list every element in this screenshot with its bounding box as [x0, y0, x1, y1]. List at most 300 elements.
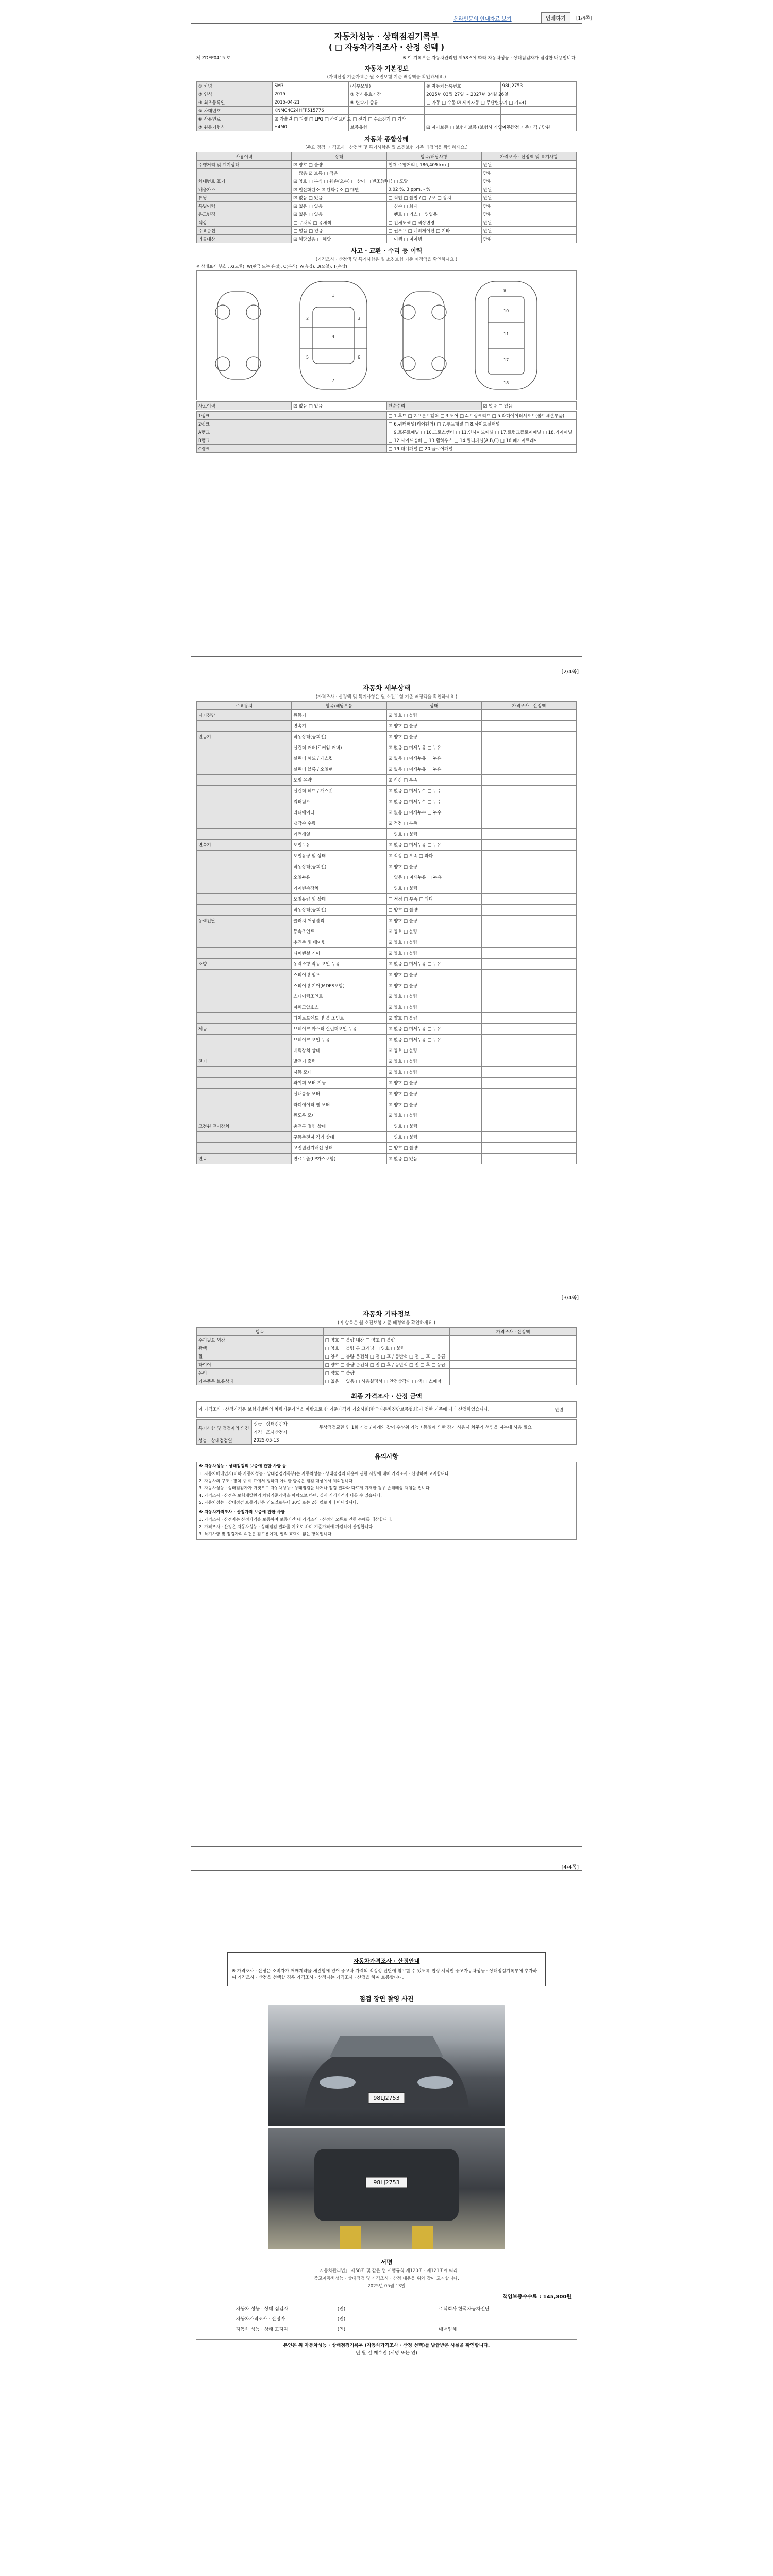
print-button[interactable]: 인쇄하기: [541, 12, 570, 23]
table-cell: [197, 818, 292, 829]
status-title: 자동차 종합상태: [364, 135, 409, 143]
table-cell: [197, 1110, 292, 1121]
table-cell: [197, 894, 292, 905]
table-cell: 0.02 %, 3 ppm, - %: [386, 185, 481, 194]
table-cell: 클러치 어셈블리: [292, 916, 386, 926]
table-cell: [197, 829, 292, 840]
column-header: 가격조사 · 산정액: [450, 1328, 577, 1336]
table-cell: 라디에이터 팬 모터: [292, 1099, 386, 1110]
table-cell: 원동기: [292, 710, 386, 721]
signer-seal: (인): [337, 2316, 346, 2322]
table-cell: ☑ 양호 □ 불량: [386, 721, 481, 732]
table-cell: 브레이크 오일 누유: [292, 1035, 386, 1045]
detail-row: [197, 807, 577, 818]
column-header: 가격조사 · 산정액: [481, 702, 576, 710]
detail-row: [197, 710, 577, 721]
detail-row: [197, 905, 577, 916]
table-cell: □ 1.후드 □ 2.프론트휀더 □ 3.도어 □ 4.트렁크리드 □ 5.라디에이터서포트(볼트체결부품): [386, 412, 577, 420]
table-cell: 만원: [481, 218, 576, 227]
table-cell: [197, 1045, 292, 1056]
other-row: [197, 1344, 577, 1352]
table-cell: [197, 753, 292, 764]
table-cell: [197, 883, 292, 894]
table-cell: □ 양호 □ 불량: [323, 1369, 450, 1377]
table-cell: [450, 1361, 577, 1369]
detail-row: [197, 1132, 577, 1143]
diagram-label-7: 7: [332, 378, 335, 383]
table-cell: 와이퍼 모터 기능: [292, 1078, 386, 1089]
status-sub: (주요 점검, 가격조사 · 산정액 및 특기사항은 월 소진보험 기준 배정액을 확인하세요.): [305, 145, 468, 150]
detail-row: [197, 916, 577, 926]
table-cell: [197, 1035, 292, 1045]
signer-org: 매매업체: [439, 2327, 457, 2332]
table-cell: ① 차명: [197, 82, 273, 90]
table-cell: [481, 1056, 576, 1067]
table-cell: ☑ 없음 □ 미세누유 □ 누유: [386, 742, 481, 753]
table-cell: ☑ 양호 □ 불량: [386, 1013, 481, 1024]
exchange-row: [197, 420, 577, 428]
table-cell: 배출가스: [197, 185, 292, 194]
table-cell: ☑ 양호 □ 불량: [386, 1067, 481, 1078]
table-cell: [500, 107, 576, 115]
table-cell: 스티어링조인트: [292, 991, 386, 1002]
inspection-date: 2025-05-13: [252, 1436, 577, 1445]
table-cell: 타이어: [197, 1361, 324, 1369]
table-cell: ⑧ 자동차등록번호: [425, 82, 500, 90]
table-cell: ☑ 없음 □ 있음: [386, 1154, 481, 1164]
table-cell: 냉각수 수량: [292, 818, 386, 829]
basic-info-row: [197, 82, 577, 90]
detail-row: [197, 1143, 577, 1154]
table-cell: ③ 검사유효기간: [348, 90, 424, 98]
sign-title: 서명: [380, 2259, 393, 2266]
table-cell: 고전원 전기장치: [197, 1121, 292, 1132]
status-row: [197, 194, 577, 202]
table-cell: ☑ 없음 □ 미세누수 □ 누수: [386, 786, 481, 796]
detail-row: [197, 1089, 577, 1099]
table-cell: [481, 1002, 576, 1013]
table-cell: SM3: [273, 82, 348, 90]
notes-heading-2: ※ 자동차가격조사 · 산정가격 보증에 관한 사항: [199, 1510, 285, 1514]
final-price-table: [196, 1401, 577, 1418]
page-2-label: [2/4쪽]: [561, 669, 579, 675]
table-cell: ☑ 양호 □ 불량: [386, 970, 481, 980]
page-3: [191, 1295, 582, 1847]
detail-row: [197, 1078, 577, 1089]
table-cell: [197, 872, 292, 883]
table-cell: ☑ 양호 □ 불량: [386, 732, 481, 742]
table-cell: [481, 1067, 576, 1078]
table-cell: ☑ 양호 □ 불량: [386, 710, 481, 721]
table-cell: ☑ 자가보증 □ 보험사보증 (보험사 가입여부): [425, 123, 500, 131]
table-cell: □ 많음 ☑ 보통 □ 적음: [292, 169, 386, 177]
table-cell: ☑ 양호 □ 불량: [386, 1045, 481, 1056]
detail-row: [197, 1067, 577, 1078]
table-cell: ⑨ 변속기 종류: [348, 98, 424, 107]
table-cell: [481, 796, 576, 807]
table-cell: [500, 115, 576, 123]
table-cell: 브레이크 마스터 실린더오일 누유: [292, 1024, 386, 1035]
table-cell: [481, 948, 576, 959]
detail-row: [197, 894, 577, 905]
table-cell: 배력장치 상태: [292, 1045, 386, 1056]
column-header: 상태: [386, 702, 481, 710]
basic-info-table: [196, 81, 577, 131]
table-cell: [197, 1002, 292, 1013]
table-cell: ② 연식: [197, 90, 273, 98]
table-cell: □ 양호 □ 불량: [386, 1121, 481, 1132]
page-4: [191, 1865, 582, 2550]
fee-label: 책임보증수수료 : 145,800원: [502, 2294, 572, 2300]
table-cell: [481, 1154, 576, 1164]
table-cell: [481, 916, 576, 926]
page-2: [191, 669, 582, 1236]
note-item: 2. 가격조사 · 산정은 자동차성능 · 상태점검 결과를 기초로 하며 기준가격에 가감하여 산정합니다.: [199, 1524, 374, 1529]
notes-box: [196, 1462, 577, 1540]
other-info-table: [196, 1327, 577, 1385]
diagram-label-2: 2: [306, 316, 309, 321]
table-cell: □ 양호 □ 불량 운전석 □ 전 □ 후 / 동반석 □ 전 □ 후 □ 응급: [323, 1352, 450, 1361]
accident-status-row: [197, 402, 577, 410]
table-cell: [481, 905, 576, 916]
table-cell: [481, 786, 576, 796]
signer-org: 주식회사 한국자동차진단: [439, 2306, 490, 2312]
table-cell: 가격산정 기준가격 / 만원: [500, 123, 576, 131]
table-cell: ☑ 양호 □ 불량: [386, 1089, 481, 1099]
diagram-label-10: 10: [503, 309, 509, 313]
table-cell: ☑ 없음 □ 미세누수 □ 누수: [386, 807, 481, 818]
detail-row: [197, 796, 577, 807]
column-header: 가격조사 · 산정액 및 특기사항: [481, 152, 576, 161]
page-indicator: [1/4쪽]: [576, 16, 592, 21]
detail-row: [197, 1121, 577, 1132]
detail-sub: (가격조사 · 산정액 및 특기사항은 월 소진보험 기준 배정액을 확인하세요.): [315, 694, 458, 700]
table-cell: 보증유형: [348, 123, 424, 131]
table-cell: 연료: [197, 1154, 292, 1164]
detail-row: [197, 948, 577, 959]
detail-row: [197, 1002, 577, 1013]
table-cell: [450, 1344, 577, 1352]
special-table: [196, 1419, 577, 1445]
table-cell: [481, 732, 576, 742]
detail-row: [197, 883, 577, 894]
inspection-photo-front: [268, 2005, 505, 2126]
detail-row: [197, 764, 577, 775]
table-cell: 휠: [197, 1352, 324, 1361]
pricing-notice: [227, 1952, 546, 1986]
basic-info-row: [197, 115, 577, 123]
table-cell: 오일누유: [292, 840, 386, 851]
final-price-text: 이 가격조사 · 산정가격은 보험개발원의 차량기준가액을 바탕으로 한 기준가격과 기술사회(한국자동차진단보증협회)가 정한 기준에 따라 산정하였습니다.: [197, 1402, 542, 1418]
basic-info-row: [197, 123, 577, 131]
table-cell: [450, 1369, 577, 1377]
column-header: 항목/해당부품: [292, 702, 386, 710]
table-cell: ☑ 없음 □ 있음: [481, 402, 576, 410]
table-cell: □ 양호 □ 불량: [386, 1132, 481, 1143]
table-cell: [481, 937, 576, 948]
exchange-row: [197, 428, 577, 436]
table-cell: A랭크: [197, 428, 387, 436]
table-cell: [481, 1110, 576, 1121]
table-cell: 광택: [197, 1344, 324, 1352]
table-cell: ☑ 가솔린 □ 디젤 □ LPG □ 하이브리드 □ 전기 □ 수소전기 □ 기타: [273, 115, 348, 123]
table-cell: [481, 1099, 576, 1110]
other-title: 자동차 기타정보: [362, 1311, 411, 1318]
table-cell: □ 무채색 □ 유채색: [292, 218, 386, 227]
note-item: 2. 자동차의 구조 · 장치 중 이 표에서 정하지 아니한 항목은 점검 대상에서 제외됩니다.: [199, 1479, 354, 1483]
detail-table: [196, 701, 577, 1164]
detail-row: [197, 840, 577, 851]
table-cell: [197, 169, 292, 177]
table-cell: [481, 1035, 576, 1045]
table-cell: 용도변경: [197, 210, 292, 218]
diagram-label-1: 1: [332, 293, 335, 298]
table-cell: ☑ 적정 □ 부족 □ 과다: [386, 851, 481, 861]
other-row: [197, 1336, 577, 1344]
sign-date: 2025년 05월 13일: [367, 2284, 406, 2289]
table-cell: [197, 1013, 292, 1024]
table-cell: 파워고압호스: [292, 1002, 386, 1013]
table-cell: [197, 721, 292, 732]
status-table: [196, 152, 577, 243]
table-cell: □ 없음 □ 있음: [292, 227, 386, 235]
table-cell: 실내송풍 모터: [292, 1089, 386, 1099]
table-cell: ☑ 없음 □ 있음: [292, 210, 386, 218]
notes-heading-1: ※ 자동차성능 · 상태점검의 보증에 관한 사항 등: [199, 1464, 287, 1468]
page-4-label: [4/4쪽]: [561, 1865, 579, 1870]
table-cell: [197, 948, 292, 959]
table-cell: □ 6.쿼터패널(리어휀더) □ 7.루프패널 □ 8.사이드실패널: [386, 420, 577, 428]
table-cell: ☑ 양호 □ 불량: [386, 1056, 481, 1067]
status-row: [197, 185, 577, 194]
basic-info-sub: (가격산정 기준가격은 월 소진보험 기준 배정액을 확인하세요.): [327, 75, 446, 80]
signer-seal: (인): [337, 2327, 346, 2332]
table-cell: [450, 1377, 577, 1385]
signer-org: [437, 2313, 539, 2324]
table-cell: □ 양호 □ 불량: [386, 905, 481, 916]
table-cell: ☑ 없음 □ 미세누유 □ 누유: [386, 959, 481, 970]
other-row: [197, 1361, 577, 1369]
detail-row: [197, 1110, 577, 1121]
table-cell: 1랭크: [197, 412, 387, 420]
notes-list-1: [197, 1470, 576, 1508]
table-cell: [481, 1121, 576, 1132]
photo-title: 점검 장면 촬영 사진: [359, 1995, 414, 2003]
table-cell: [481, 1089, 576, 1099]
inspection-photo-rear: [268, 2128, 505, 2249]
table-cell: [197, 980, 292, 991]
other-row: [197, 1377, 577, 1385]
diagram-label-3: 3: [358, 316, 361, 321]
column-header: 항목/해당사항: [386, 152, 481, 161]
table-cell: □ 양호 □ 불량: [386, 883, 481, 894]
page-subtitle: ( □ 자동차가격조사 · 산정 선택 ): [328, 43, 445, 52]
table-cell: □ 9.프론트패널 □ 10.크로스멤버 □ 11.인사이드패널 □ 17.트렁크플로어패널 □ 18.리어패널: [386, 428, 577, 436]
table-cell: ☑ 없음 □ 미세누유 □ 누유: [386, 753, 481, 764]
basic-info-title: 자동차 기본정보: [364, 65, 409, 72]
table-cell: ☑ 양호 □ 불량: [386, 861, 481, 872]
page-1: [191, 23, 582, 657]
diagram-label-17: 17: [503, 358, 509, 362]
table-cell: 커먼레일: [292, 829, 386, 840]
table-cell: 리콜대상: [197, 235, 292, 243]
table-cell: 윈도우 모터: [292, 1110, 386, 1121]
inspection-date-label: 성능 · 상태점검일: [197, 1436, 252, 1445]
detail-row: [197, 861, 577, 872]
table-cell: 만원: [481, 235, 576, 243]
table-cell: 2015: [273, 90, 348, 98]
table-cell: 타이로드엔드 및 볼 조인트: [292, 1013, 386, 1024]
table-cell: 동력조향 작동 오일 누유: [292, 959, 386, 970]
table-cell: 색상: [197, 218, 292, 227]
note-item: 4. 가격조사 · 산정은 보험개발원의 차량기준가액을 바탕으로 하며, 실제 거래가격과 다를 수 있습니다.: [199, 1493, 382, 1498]
table-cell: [481, 970, 576, 980]
table-cell: □ 자동 □ 수동 ☑ 세미자동 □ 무단변속기 □ 기타(): [425, 98, 500, 107]
table-cell: 전기: [197, 1056, 292, 1067]
table-cell: 주행거리 및 계기상태: [197, 161, 292, 169]
table-cell: [197, 970, 292, 980]
table-cell: [197, 926, 292, 937]
table-cell: 2015-04-21: [273, 98, 348, 107]
column-header: 사용이력: [197, 152, 292, 161]
exchange-row: [197, 412, 577, 420]
table-cell: ☑ 양호 □ 불량: [386, 937, 481, 948]
special-inspector: 성능 · 상태점검자: [252, 1420, 317, 1428]
table-cell: 2025년 03월 27일 ~ 2027년 04월 26일: [425, 90, 500, 98]
status-row: [197, 169, 577, 177]
table-cell: [197, 851, 292, 861]
table-cell: ☑ 없음 □ 미세누수 □ 누수: [386, 796, 481, 807]
table-cell: 자기진단: [197, 710, 292, 721]
table-cell: 디퍼렌셜 기어: [292, 948, 386, 959]
table-cell: 오일유량 및 상태: [292, 851, 386, 861]
table-cell: ☑ 없음 □ 있음: [292, 202, 386, 210]
table-cell: □ 19.대쉬패널 □ 20.플로어패널: [386, 445, 577, 453]
table-cell: □ 양호 □ 불량 룸 크리닝 □ 양호 □ 불량: [323, 1344, 450, 1352]
table-cell: ☑ 양호 □ 불량: [386, 1099, 481, 1110]
table-cell: [197, 1143, 292, 1154]
note-item: 1. 자동차매매업자(이하 자동차성능 · 상태점검기록부)는 자동차성능 · 상태점검의 내용에 관한 사항에 대해 가격조사 · 산정하여 고지합니다.: [199, 1471, 450, 1476]
detail-row: [197, 775, 577, 786]
table-cell: [197, 796, 292, 807]
detail-row: [197, 970, 577, 980]
table-cell: 워터펌프: [292, 796, 386, 807]
table-cell: 조향: [197, 959, 292, 970]
detail-row: [197, 991, 577, 1002]
table-cell: □ 전체도색 □ 색상변경: [386, 218, 481, 227]
table-cell: [481, 818, 576, 829]
table-cell: 튜닝: [197, 194, 292, 202]
signer-row: [234, 2303, 539, 2313]
table-cell: 유리: [197, 1369, 324, 1377]
table-cell: 작동상태(공회전): [292, 732, 386, 742]
table-cell: ☑ 양호 □ 불량: [386, 980, 481, 991]
final-price-title: 최종 가격조사 · 산정 금액: [351, 1393, 422, 1400]
table-cell: 기어변속장치: [292, 883, 386, 894]
table-cell: 시동 모터: [292, 1067, 386, 1078]
note-item: 3. 자동차성능 · 상태점검자가 거짓으로 자동차성능 · 상태점검을 하거나 점검 결과와 다르게 기재한 경우 손해배상 책임을 집니다.: [199, 1486, 431, 1490]
table-cell: □ 양호 □ 불량 운전석 □ 전 □ 후 / 동반석 □ 전 □ 후 □ 응급: [323, 1361, 450, 1369]
status-row: [197, 227, 577, 235]
table-cell: [425, 115, 500, 123]
table-cell: [197, 861, 292, 872]
table-cell: 오일유량 및 상태: [292, 894, 386, 905]
table-cell: ☑ 일산화탄소 ☑ 탄화수소 □ 매연: [292, 185, 386, 194]
signer-seal: (인): [337, 2306, 346, 2312]
exchange-table: [196, 411, 577, 453]
detail-row: [197, 959, 577, 970]
table-cell: [197, 905, 292, 916]
table-cell: [481, 959, 576, 970]
table-cell: ☑ 적정 □ 부족: [386, 818, 481, 829]
detail-row: [197, 721, 577, 732]
table-cell: 수리필요 외장: [197, 1336, 324, 1344]
table-cell: 충전구 절연 상태: [292, 1121, 386, 1132]
column-header: 상태: [292, 152, 386, 161]
table-cell: 스티어링 기어(MDPS포함): [292, 980, 386, 991]
table-cell: [348, 107, 424, 115]
table-cell: [197, 1099, 292, 1110]
table-cell: ☑ 적정 □ 부족: [386, 775, 481, 786]
table-cell: 만원: [481, 169, 576, 177]
table-cell: ☑ 없음 □ 있음: [292, 194, 386, 202]
table-cell: [197, 1132, 292, 1143]
table-cell: ☑ 양호 □ 불량: [386, 926, 481, 937]
table-cell: [481, 861, 576, 872]
table-cell: [481, 1045, 576, 1056]
note-item: 5. 자동차성능 · 상태점검 보증기간은 인도일로부터 30일 또는 2천 킬로미터 이내입니다.: [199, 1500, 358, 1505]
table-cell: 만원: [481, 202, 576, 210]
table-cell: [500, 90, 576, 98]
status-row: [197, 202, 577, 210]
table-cell: [481, 775, 576, 786]
detail-row: [197, 829, 577, 840]
special-text: 무상점검교환 연 1회 가능 / 아래와 같이 우상위 가능 / 동일에 의한 장기 사용시 차주가 책임을 지는데 사용 필요: [317, 1420, 577, 1436]
table-cell: [481, 872, 576, 883]
basic-info-row: [197, 98, 577, 107]
table-cell: 현재 주행거리 [ 186,409 km ]: [386, 161, 481, 169]
table-cell: □ 썬루프 □ 네비게이션 □ 기타: [386, 227, 481, 235]
signer-row: [234, 2324, 539, 2334]
detail-row: [197, 1013, 577, 1024]
notes-list-2: [197, 1516, 576, 1539]
table-cell: 실린더 헤드 / 개스킷: [292, 753, 386, 764]
diagram-label-9: 9: [503, 288, 507, 293]
table-cell: 스티어링 펌프: [292, 970, 386, 980]
status-row: [197, 210, 577, 218]
record-note: ※ 이 기록부는 자동차관리법 제58조에 따라 자동차성능 · 상태점검자가 점검한 내용입니다.: [402, 56, 577, 61]
table-cell: ☑ 없음 □ 미세누유 □ 누유: [386, 1035, 481, 1045]
page-title: 자동차성능 · 상태점검기록부: [334, 31, 439, 41]
table-cell: H4M0: [273, 123, 348, 131]
table-cell: ☑ 양호 □ 불량: [386, 948, 481, 959]
table-cell: [481, 753, 576, 764]
table-cell: ⑤ 차대번호: [197, 107, 273, 115]
detail-row: [197, 753, 577, 764]
other-row: [197, 1352, 577, 1361]
guide-link[interactable]: 온라인문의 안내자료 보기: [453, 16, 512, 22]
sign-text: 「자동차관리법」 제58조 및 같은 법 시행규칙 제120조 · 제121조에 따라: [315, 2268, 458, 2274]
table-cell: [481, 1132, 576, 1143]
record-number: 제 ZDEP0415 호: [196, 56, 231, 61]
table-cell: 실린더 커버(로커암 커버): [292, 742, 386, 753]
detail-row: [197, 1154, 577, 1164]
signer-row: [234, 2313, 539, 2324]
status-header-row: [197, 152, 577, 161]
table-cell: [197, 937, 292, 948]
diagram-label-6: 6: [358, 355, 361, 360]
diagram-label-5: 5: [306, 355, 309, 360]
